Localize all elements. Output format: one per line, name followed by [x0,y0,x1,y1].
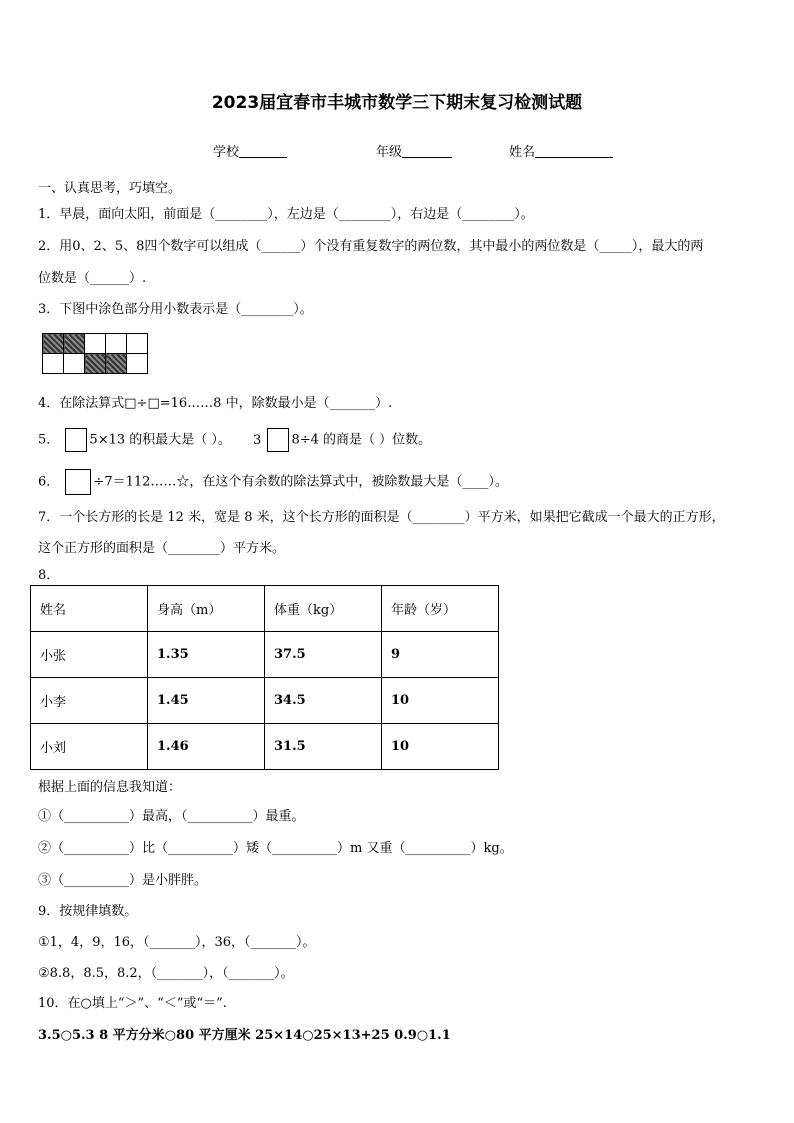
question-6 [38,469,508,495]
grade-label: 年级 [376,145,403,160]
answer-box[interactable] [65,469,91,495]
question-9-part2: ②8.8，8.5，8.2，（_______），（_______）。 [38,966,294,981]
table-cell: 小李 [31,678,148,724]
table-row [31,724,499,770]
table-row [31,678,499,724]
question-5-part1: 5×13 的积最大是（ ）。 [89,432,231,448]
grid-cell [85,334,106,354]
answer-box[interactable] [267,428,289,452]
name-blank[interactable] [535,143,613,158]
grid-cell [127,334,148,354]
table-cell: 10 [382,678,499,724]
grid-cell [127,354,148,374]
grid-cell [43,354,64,374]
table-cell: 34.5 [265,678,382,724]
table-header-cell: 姓名 [31,586,148,632]
grade-field [376,141,452,160]
question-7-line2: 这个正方形的面积是（________）平方米。 [38,541,286,556]
name-field [509,141,613,160]
question-7-line1: 7．一个长方形的长是 12 米，宽是 8 米，这个长方形的面积是（________）平方米，如果把它截成一个最大的正方形， [38,510,725,525]
school-blank[interactable] [239,143,287,158]
grid-cell [64,354,85,374]
grid-cell-shaded [43,334,64,354]
answer-box[interactable] [65,428,87,452]
school-label: 学校 [213,145,240,160]
question-5-number: 5． [38,432,60,448]
question-6-number: 6． [38,474,60,490]
name-label: 姓名 [509,145,536,160]
table-cell: 1.35 [148,632,265,678]
question-5-part2-number: 3 [253,432,262,448]
section-heading: 一、认真思考，巧填空。 [38,181,182,196]
table-header-cell: 身高（m） [148,586,265,632]
table-header-row [31,586,499,632]
table-cell: 37.5 [265,632,382,678]
question-9: 9．按规律填数。 [38,904,138,919]
grid-cell [106,334,127,354]
question-8: 8． [38,568,60,583]
question-3: 3．下图中涂色部分用小数表示是（________）。 [38,302,313,317]
table-row [31,632,499,678]
grade-blank[interactable] [402,143,452,158]
question-4: 4．在除法算式□÷□=16……8 中，除数最小是（_______）. [38,396,393,411]
grid-cell-shaded [106,354,127,374]
question-9-part1: ①1，4，9，16，（_______），36，（_______）。 [38,935,316,950]
table-cell: 31.5 [265,724,382,770]
grid-cell-shaded [85,354,106,374]
question-2-line1: 2．用0、2、5、8四个数字可以组成（______）个没有重复数字的两位数，其中最小的两位数是（_____），最大的两 [38,239,704,254]
question-8-part2: ②（__________）比（__________）矮（__________）m 又重（__________）kg。 [38,841,513,856]
table-header-cell: 年龄（岁） [382,586,499,632]
question-8-part1: ①（__________）最高，（__________）最重。 [38,809,305,824]
table-cell: 1.46 [148,724,265,770]
question-5-part2: 8÷4 的商是（ ）位数。 [291,432,432,448]
question-8-intro: 根据上面的信息我知道： [38,780,182,795]
question-5 [38,428,431,452]
question-8-part3: ③（__________）是小胖胖。 [38,873,208,888]
question-1: 1．早晨，面向太阳，前面是（________），左边是（________），右边是（________）。 [38,207,534,222]
table-cell: 1.45 [148,678,265,724]
question-10-items: 3.5○5.3 8 平方分米○80 平方厘米 25×14○25×13+25 0.9○1.1 [38,1028,451,1043]
question-6-text: ÷7＝112……☆，在这个有余数的除法算式中，被除数最大是（____）。 [93,474,508,490]
grid-cell-shaded [64,334,85,354]
page-title: 2023届宜春市丰城市数学三下期末复习检测试题 [211,93,583,113]
school-field [213,141,287,160]
table-cell: 9 [382,632,499,678]
question-10: 10．在○填上“＞”、“＜”或“＝”. [38,996,227,1011]
table-header-cell: 体重（kg） [265,586,382,632]
table-cell: 小刘 [31,724,148,770]
table-cell: 小张 [31,632,148,678]
shaded-grid-figure [42,333,148,374]
question-2-line2: 位数是（______）. [38,271,147,286]
student-data-table [30,585,499,770]
table-cell: 10 [382,724,499,770]
